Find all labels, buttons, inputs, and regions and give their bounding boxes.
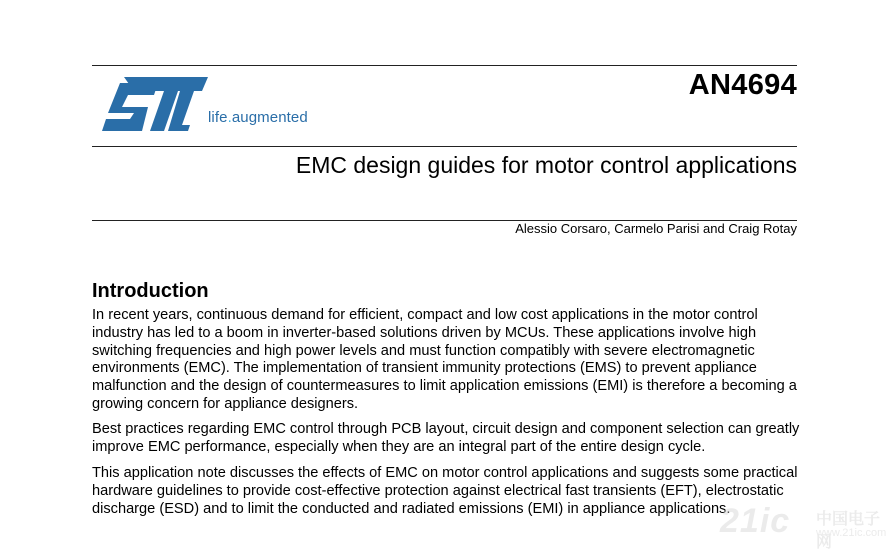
watermark-chinese-text: 中国电子网 bbox=[816, 511, 881, 551]
watermark-logo-text: 21ic bbox=[720, 502, 791, 540]
watermark-url: www.21ic.com bbox=[816, 527, 887, 539]
document-title: EMC design guides for motor control applications bbox=[295, 152, 797, 178]
top-rule bbox=[92, 65, 797, 66]
intro-paragraph-1: In recent years, continuous demand for efficient, compact and low cost applications in the motor control industry has led to a boom in inverter-based solutions driven by MCUs. These applications involve high switching frequencies and high power levels and must function compatibly with severe electromagnetic environments (EMC). The implementation of transient immunity protections (EMS) to prevent appliance malfunction and the design of countermeasures to limit application emissions (EMI) is therefore a becoming a growing concern for appliance designers. bbox=[92, 307, 797, 412]
document-number: AN4694 bbox=[688, 69, 797, 101]
intro-paragraph-3: This application note discusses the effects of EMC on motor control applications and suggests some practical hardware guidelines to provide cost-effective protection against electrical fast transients (EFT), electrostatic discharge (ESD) and to limit the conducted and radiated emissions (EMI) in appliance applications. bbox=[92, 465, 798, 517]
logo-tagline: life.augmented bbox=[208, 109, 308, 126]
site-watermark bbox=[720, 500, 890, 551]
intro-paragraph-2: Best practices regarding EMC control through PCB layout, circuit design and component selection can greatly improve EMC performance, especially when they are an integral part of the entire design cycle. bbox=[92, 421, 800, 455]
document-authors: Alessio Corsaro, Carmelo Parisi and Craig Rotay bbox=[515, 221, 797, 236]
title-rule bbox=[92, 146, 797, 147]
section-heading-introduction: Introduction bbox=[92, 280, 209, 302]
st-logo-icon bbox=[98, 73, 210, 135]
